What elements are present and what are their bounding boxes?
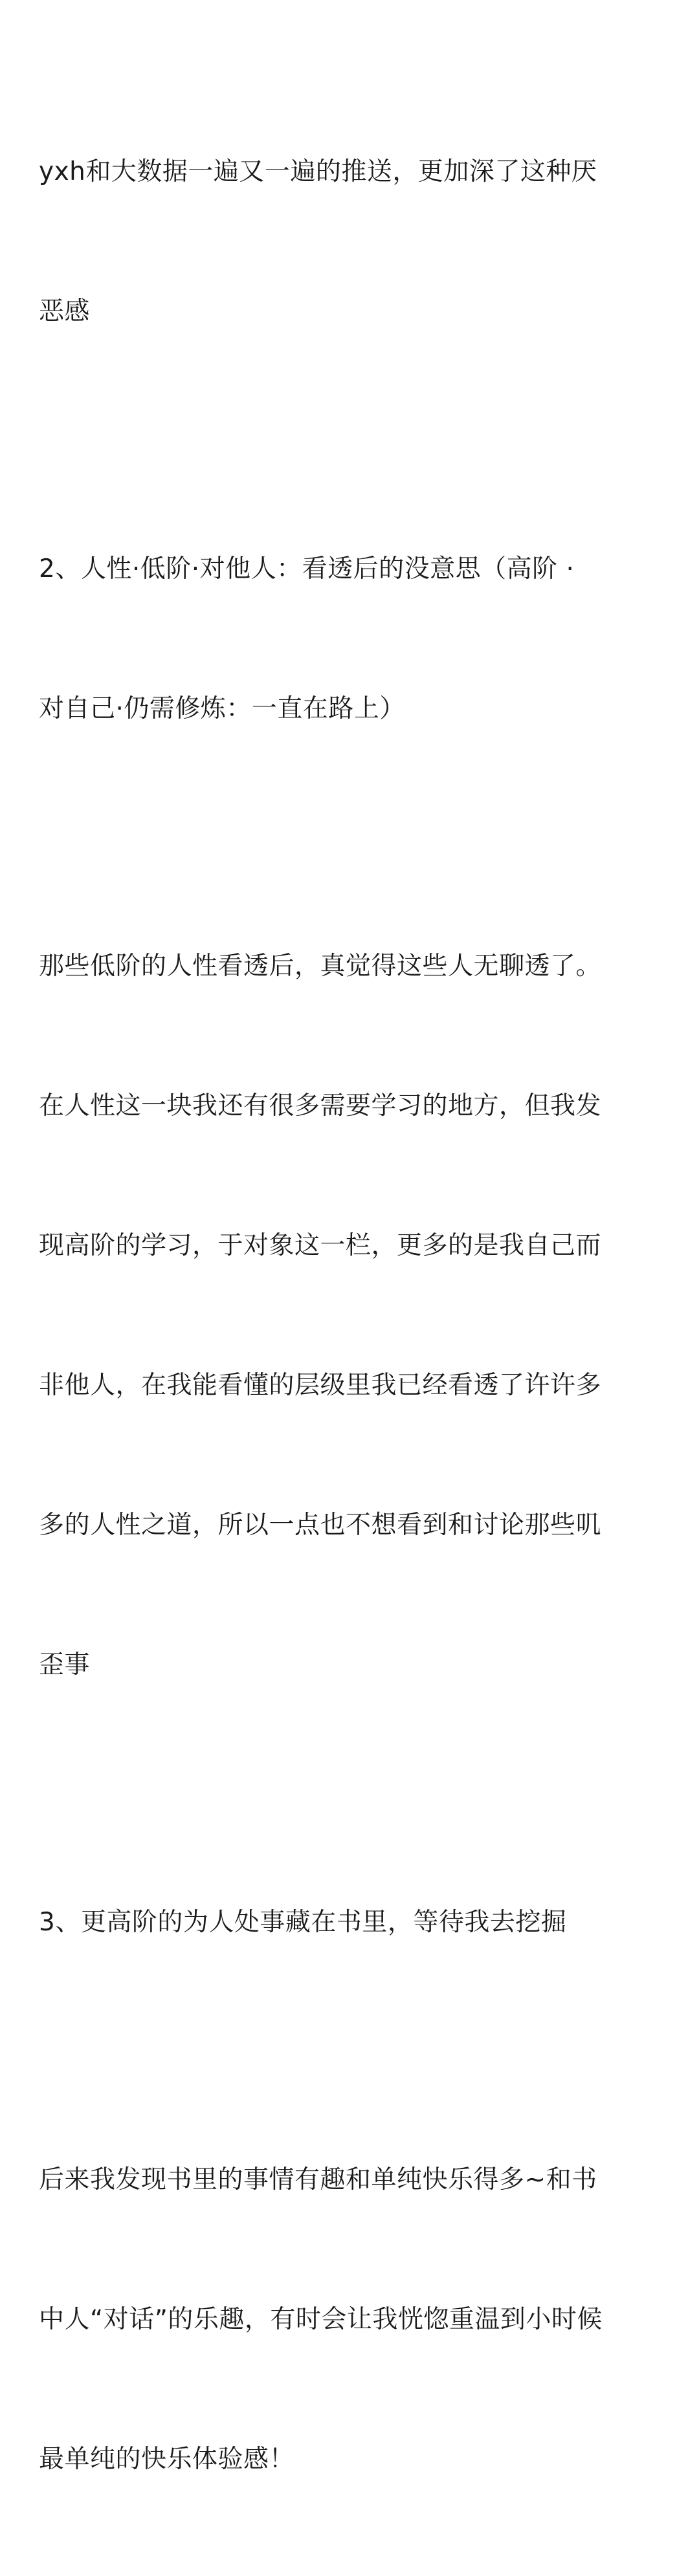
text-line: 恶感 — [39, 297, 91, 326]
text-line: 现高阶的学习，于对象这一栏，更多的是我自己而 — [39, 1231, 602, 1260]
text-line: 歪事 — [39, 1650, 91, 1679]
text-line: 后来我发现书里的事情有趣和单纯快乐得多~和书 — [39, 2165, 597, 2194]
paragraph-disgust — [39, 56, 660, 428]
text-line: 多的人性之道，所以一点也不想看到和讨论那些叽 — [39, 1511, 602, 1540]
text-line: 2、人性·低阶·对他人：看透后的没意思（高阶 · — [39, 554, 575, 584]
text-line: 对自己·仍需修炼：一直在路上） — [39, 694, 405, 723]
paragraph-heading-3 — [39, 1806, 660, 2039]
text-line: 3、更高阶的为人处事藏在书里，等待我去挖掘 — [39, 1908, 567, 1937]
text-line: 中人“对话”的乐趣，有时会让我恍惚重温到小时候 — [39, 2305, 603, 2334]
text-line: 在人性这一块我还有很多需要学习的地方，但我发 — [39, 1091, 602, 1120]
text-line: 那些低阶的人性看透后，真觉得这些人无聊透了。 — [39, 952, 602, 981]
text-line: yxh和大数据一遍又一遍的推送，更加深了这种厌 — [39, 157, 597, 186]
text-line: 最单纯的快乐体验感！ — [39, 2445, 295, 2474]
paragraph-human-nature — [39, 850, 660, 1782]
paragraph-books — [39, 2064, 660, 2576]
paragraph-heading-2 — [39, 453, 660, 825]
text-line: 非他人，在我能看懂的层级里我已经看透了许许多 — [39, 1371, 602, 1400]
